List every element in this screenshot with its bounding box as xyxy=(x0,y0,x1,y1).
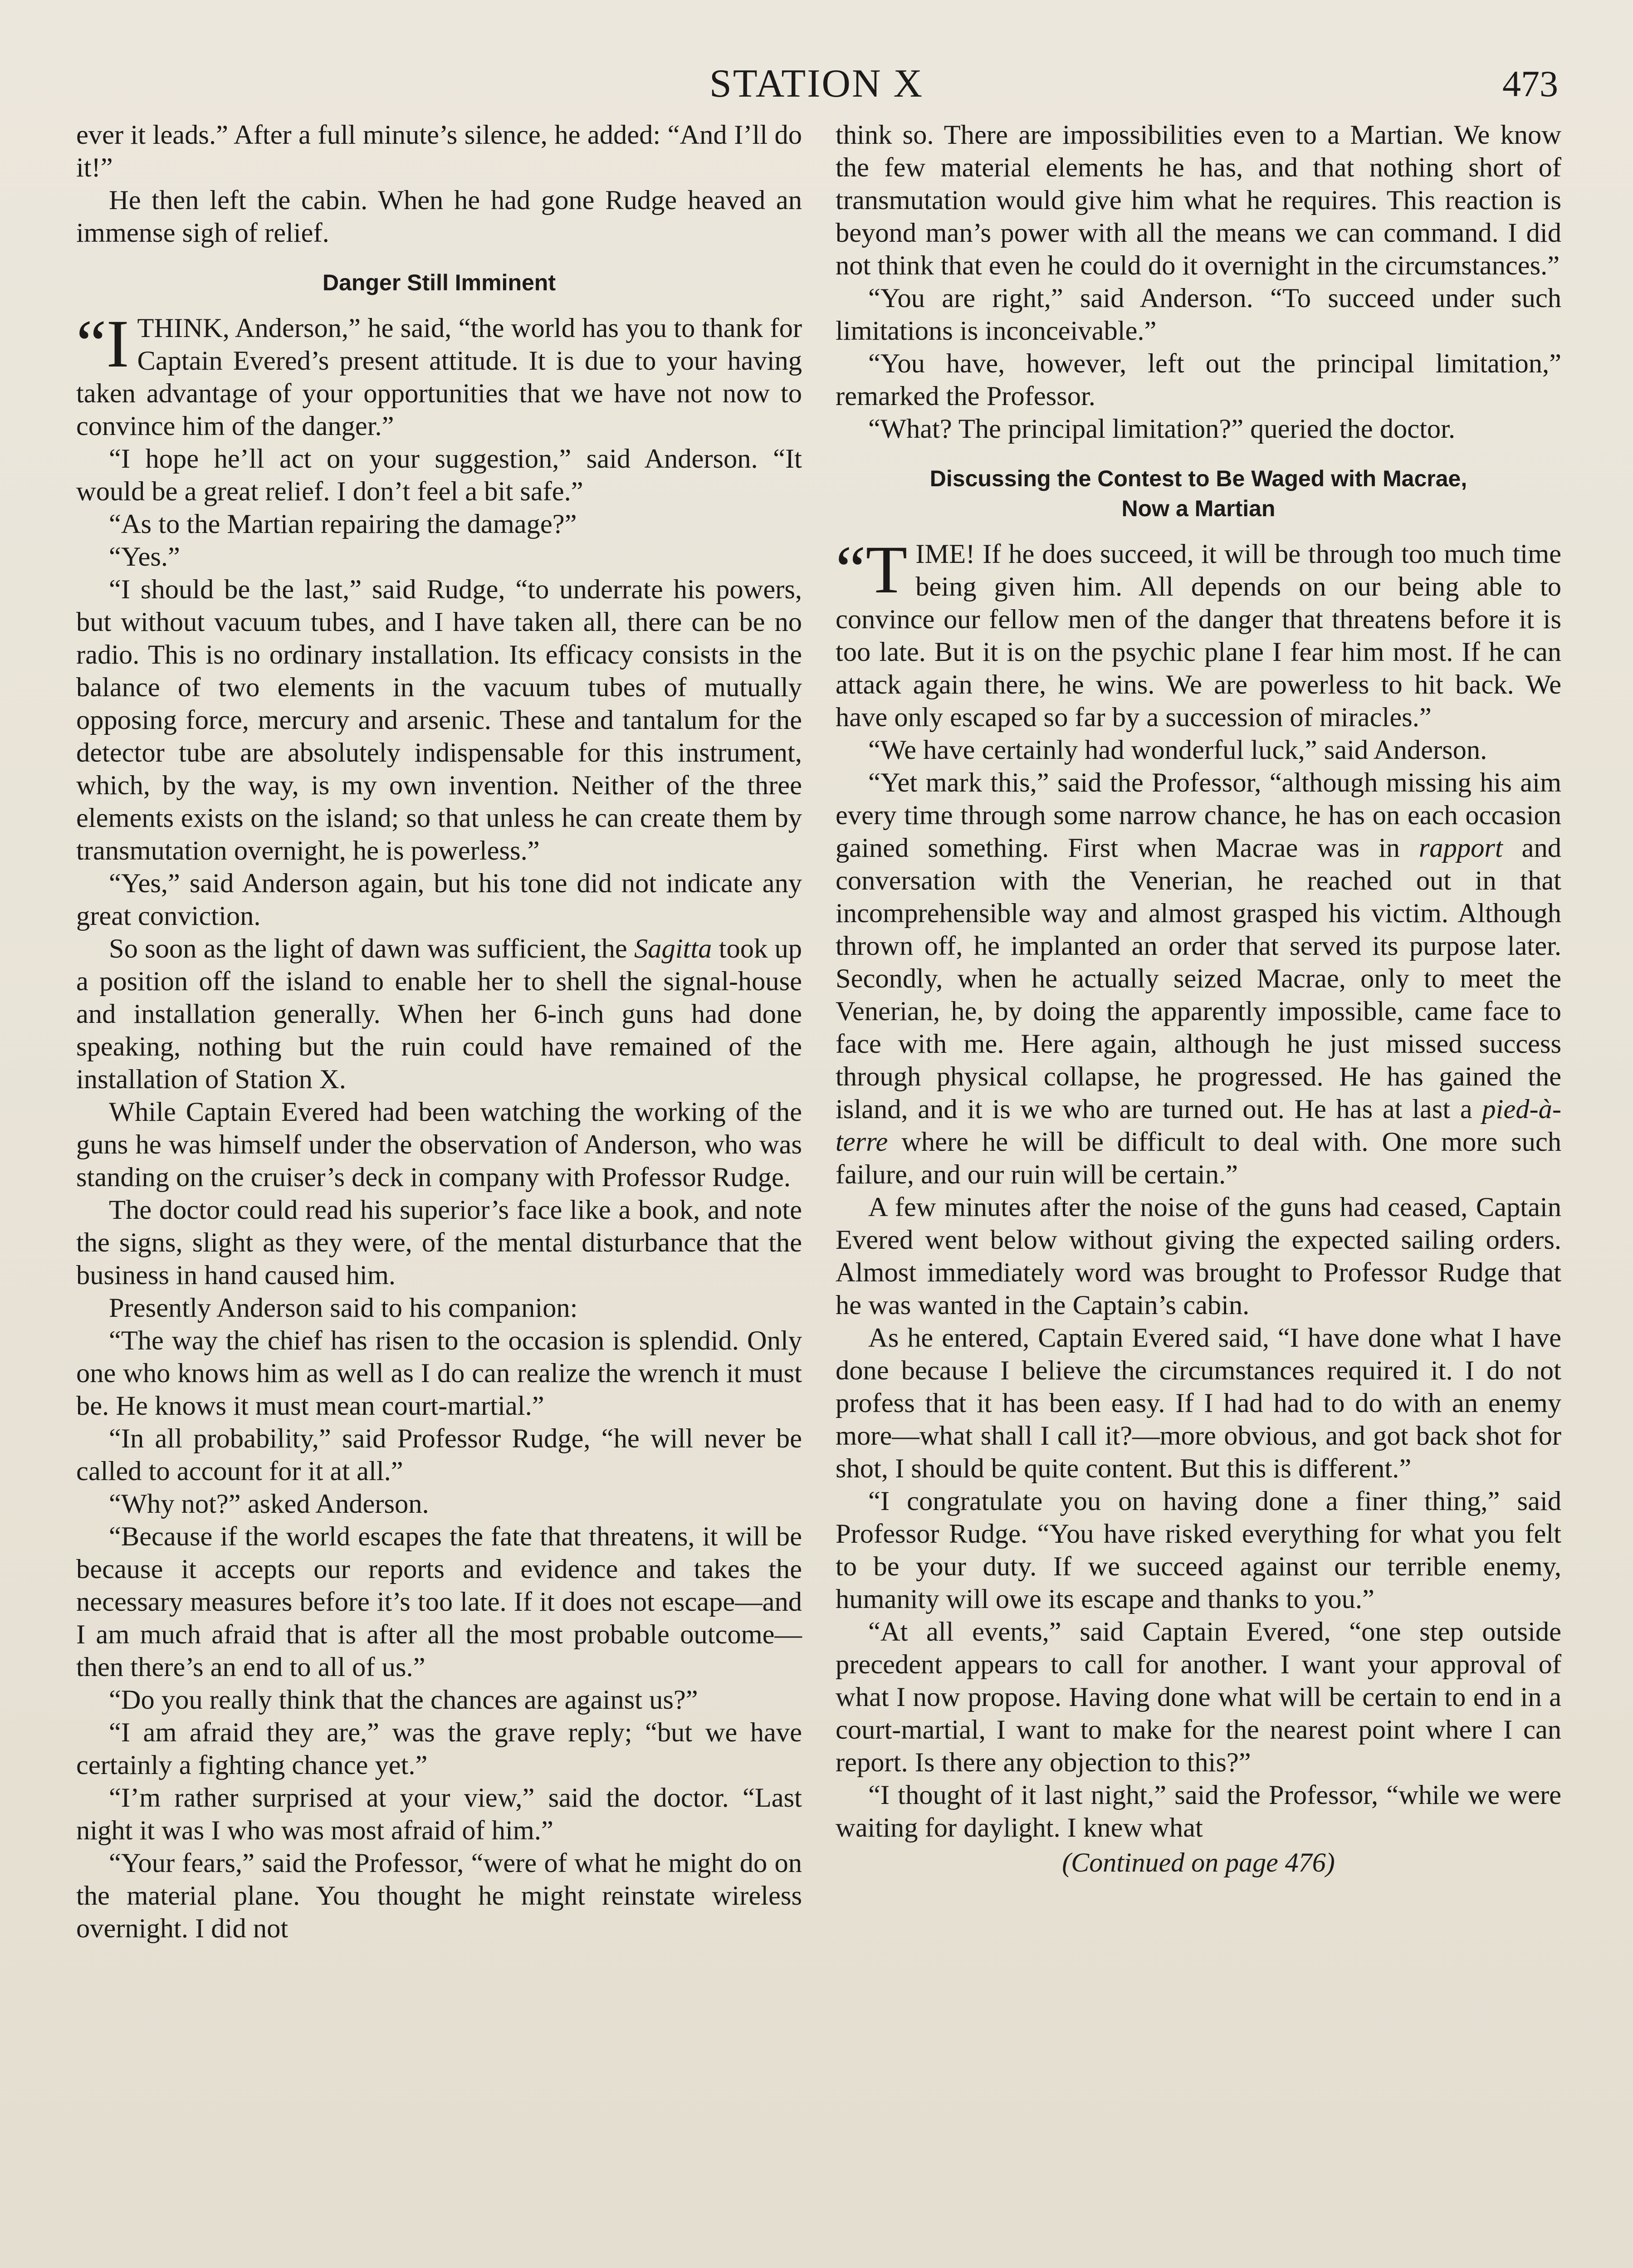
paragraph-text: IME! If he does succeed, it will be through too much time being given him. All depends on our being able to convince our fellow men of the danger that threatens before it is too late. But it is on the psychic plane I fear him most. If he can attack again there, he wins. We are powerless to hit back. We have only escaped so far by a succession of miracles.” xyxy=(836,539,1561,733)
italic-term: rapport xyxy=(1418,833,1503,863)
paragraph: The doctor could read his superior’s face like a book, and note the signs, slight as they were, of the mental disturbance that the business in hand caused him. xyxy=(76,1195,802,1290)
subhead-line: Discussing the Contest to Be Waged with Macrae, xyxy=(929,466,1467,491)
paragraph: “I hope he’ll act on your suggestion,” said Anderson. “It would be a great relief. I don’t feel a bit safe.” xyxy=(76,444,802,507)
paragraph-text: THINK, Anderson,” he said, “the world has you to thank for Captain Evered’s present attitude. It is due to your having taken advantage of your opportunities that we have not now to convince him of the danger.” xyxy=(76,313,802,441)
paragraph: “Your fears,” said the Professor, “were of what he might do on the material plane. You thought he might reinstate wireless overnight. I did not xyxy=(76,1848,802,1944)
paragraph xyxy=(836,767,1561,1191)
paragraph: As he entered, Captain Evered said, “I have done what I have done because I believe the circumstances required it. I do not profess that it has been easy. If I had had to do with an enemy more—what shall I call it?—more obvious, and got back shot for shot, I should be quite content. But this is different.” xyxy=(836,1323,1561,1484)
left-column xyxy=(76,119,802,1945)
paragraph: “Yes.” xyxy=(109,542,180,572)
paragraph: “You are right,” said Anderson. “To succeed under such limitations is inconceivable.” xyxy=(836,283,1561,346)
paragraph: “We have certainly had wonderful luck,” said Anderson. xyxy=(868,735,1487,765)
continued-notice xyxy=(836,1846,1561,1879)
paragraph: “You have, however, left out the principal limitation,” remarked the Professor. xyxy=(836,348,1561,411)
paragraph: “I thought of it last night,” said the Professor, “while we were waiting for daylight. I knew what xyxy=(836,1780,1561,1843)
paragraph-text: took up a position off the island to enable her to shell the signal-house and installation generally. When her 6-inch guns had done speaking, nothing but the ruin could have remained of the installation of Station X. xyxy=(76,934,802,1095)
paragraph: “I am afraid they are,” was the grave reply; “but we have certainly a fighting chance yet.” xyxy=(76,1717,802,1780)
ship-name: Sagitta xyxy=(634,934,712,964)
subhead-line: Now a Martian xyxy=(1121,496,1276,521)
paragraph-text: and conversation with the Venerian, he reached out in that incomprehensible way and almost grasped his victim. Although thrown off, he implanted an order that served its purpose later. Secondly, when he actually seized Macrae, only to meet the Venerian, he, by doing the apparently impossible, came face to face with me. Here again, although he just missed success through physical collapse, he progressed. He has gained the island, and it is we who are turned out. He has at last a xyxy=(836,833,1561,1124)
paragraph: “Do you really think that the chances are against us?” xyxy=(109,1685,698,1715)
paragraph xyxy=(76,933,802,1096)
paragraph-text: “Yet mark this,” said the Professor, “although missing his aim every time through some narrow chance, he has on each occasion gained something. First when Macrae was in xyxy=(836,767,1561,863)
page-number: 473 xyxy=(1502,63,1558,104)
paragraph: While Captain Evered had been watching the working of the guns he was himself under the observation of Anderson, who was standing on the cruiser’s deck in company with Professor Rudge. xyxy=(76,1097,802,1193)
paragraph: “At all events,” said Captain Evered, “one step outside precedent appears to call for another. I want your approval of what I now propose. Having done what will be certain to end in a court-martial, I want to make for the nearest point where I can report. Is there any objection to this?” xyxy=(836,1617,1561,1778)
drop-cap: “I xyxy=(76,306,129,381)
paragraph: A few minutes after the noise of the guns had ceased, Captain Evered went below without giving the expected sailing orders. Almost immediately word was brought to Professor Rudge that he was wanted in the Captain’s cabin. xyxy=(836,1192,1561,1320)
section-subhead: Danger Still Imminent xyxy=(323,270,556,295)
paragraph: “In all probability,” said Professor Rudge, “he will never be called to account for it at all.” xyxy=(76,1423,802,1486)
paragraph: He then left the cabin. When he had gone Rudge heaved an immense sigh of relief. xyxy=(76,185,802,248)
paragraph: “I congratulate you on having done a finer thing,” said Professor Rudge. “You have risked everything for what you felt to be your duty. If we succeed against our terrible enemy, humanity will owe its escape and thanks to you.” xyxy=(836,1486,1561,1614)
paragraph-text: where he will be difficult to deal with. One more such failure, and our ruin will be certain.” xyxy=(836,1127,1561,1190)
paragraph: “I should be the last,” said Rudge, “to underrate his powers, but without vacuum tubes, and I have taken all, there can be no radio. This is no ordinary installation. Its efficacy consists in the balance of two elements in the vacuum tubes of mutually opposing force, mercury and arsenic. These and tantalum for the detector tube are absolutely indispensable for this instrument, which, by the way, is my own invention. Neither of the three elements exists on the island; so that unless he can create them by transmutation overnight, he is powerless.” xyxy=(76,574,802,866)
paragraph: “Yes,” said Anderson again, but his tone did not indicate any great conviction. xyxy=(76,868,802,931)
paragraph: “The way the chief has risen to the occasion is splendid. Only one who knows him as well as I do can realize the wrench it must be. He knows it must mean court-martial.” xyxy=(76,1325,802,1421)
paragraph: Presently Anderson said to his companion: xyxy=(109,1293,578,1323)
section-subhead xyxy=(836,464,1561,523)
paragraph: “As to the Martian repairing the damage?” xyxy=(109,509,577,539)
paragraph: “Because if the world escapes the fate that threatens, it will be because it accepts our reports and evidence and takes the necessary measures before it’s too late. If it does not escape—and I am much afraid that is after all the most probable outcome—then there’s an end to all of us.” xyxy=(76,1521,802,1682)
running-title: STATION X xyxy=(709,62,924,106)
paragraph: “I’m rather surprised at your view,” said the doctor. “Last night it was I who was most afraid of him.” xyxy=(76,1783,802,1846)
paragraph: ever it leads.” After a full minute’s silence, he added: “And I’ll do it!” xyxy=(76,120,802,183)
italic-term: pied-à-terre xyxy=(836,1094,1561,1157)
right-column xyxy=(836,119,1561,1879)
paragraph: “Why not?” asked Anderson. xyxy=(109,1489,429,1519)
paragraph-dropcap xyxy=(76,306,802,443)
paragraph-text: So soon as the light of dawn was sufficient, the xyxy=(109,934,634,964)
continued-text: (Continued on page 476) xyxy=(1062,1848,1335,1877)
page-header xyxy=(75,59,1558,109)
drop-cap: “T xyxy=(836,532,908,607)
paragraph-dropcap xyxy=(836,532,1561,734)
paragraph: “What? The principal limitation?” queried the doctor. xyxy=(868,414,1456,444)
paragraph: think so. There are impossibilities even to a Martian. We know the few material elements he has, and that nothing short of transmutation would give him what he requires. This reaction is beyond man’s power with all the means we can command. I did not think that even he could do it overnight in the circumstances.” xyxy=(836,120,1561,281)
